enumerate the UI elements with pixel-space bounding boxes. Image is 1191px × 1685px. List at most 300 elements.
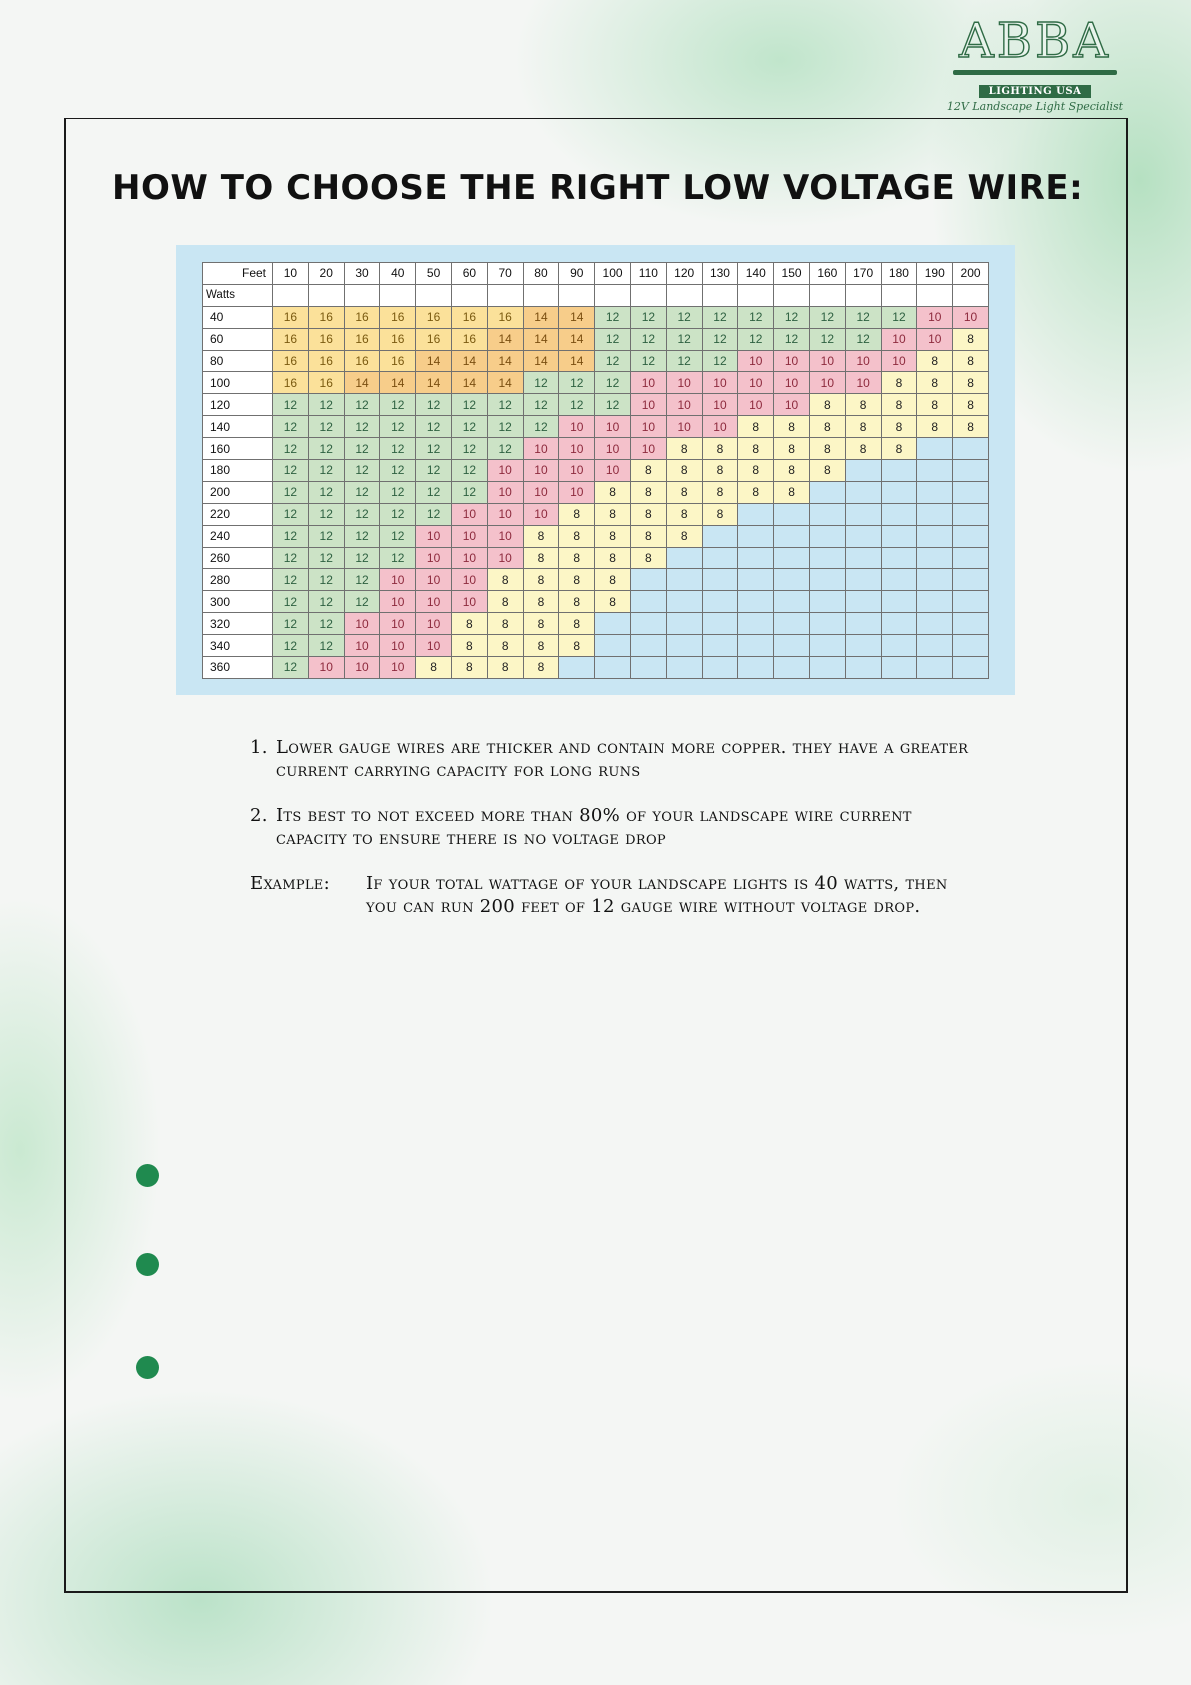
- feet-column-header: 80: [523, 263, 559, 285]
- gauge-cell: 14: [487, 350, 523, 372]
- empty-cell: [953, 525, 989, 547]
- empty-cell: [630, 613, 666, 635]
- gauge-cell: 10: [380, 657, 416, 679]
- gauge-cell: 8: [881, 438, 917, 460]
- gauge-cell: 16: [308, 372, 344, 394]
- example-text: If your total wattage of your landscape lights is 40 watts, then you can run 200 feet of 12 gauge wire without voltage drop.: [366, 873, 948, 917]
- gauge-cell: 10: [559, 460, 595, 482]
- empty-cell: [881, 635, 917, 657]
- gauge-cell: 12: [273, 569, 309, 591]
- empty-cell: [666, 613, 702, 635]
- gauge-cell: 8: [953, 328, 989, 350]
- blank-cell: [380, 284, 416, 306]
- gauge-cell: 12: [344, 591, 380, 613]
- empty-cell: [738, 503, 774, 525]
- blank-cell: [308, 284, 344, 306]
- gauge-cell: 8: [487, 657, 523, 679]
- gauge-cell: 12: [308, 438, 344, 460]
- empty-cell: [953, 481, 989, 503]
- gauge-cell: 10: [953, 306, 989, 328]
- watts-row-label: 180: [203, 460, 273, 482]
- gauge-cell: 12: [308, 503, 344, 525]
- gauge-cell: 12: [702, 328, 738, 350]
- empty-cell: [917, 591, 953, 613]
- empty-cell: [630, 657, 666, 679]
- empty-cell: [917, 569, 953, 591]
- blank-cell: [523, 284, 559, 306]
- gauge-cell: 16: [416, 306, 452, 328]
- watts-row-label: 220: [203, 503, 273, 525]
- gauge-cell: 10: [451, 503, 487, 525]
- feet-column-header: 170: [845, 263, 881, 285]
- gauge-cell: 16: [308, 328, 344, 350]
- gauge-cell: 10: [380, 569, 416, 591]
- table-row: [203, 503, 989, 525]
- empty-cell: [809, 635, 845, 657]
- gauge-cell: 12: [416, 438, 452, 460]
- empty-cell: [738, 613, 774, 635]
- empty-cell: [845, 591, 881, 613]
- gauge-cell: 12: [273, 613, 309, 635]
- feet-column-header: 30: [344, 263, 380, 285]
- gauge-cell: 10: [416, 591, 452, 613]
- empty-cell: [774, 613, 810, 635]
- bullet-dot-icon: [136, 1356, 159, 1379]
- empty-cell: [809, 569, 845, 591]
- gauge-cell: 12: [273, 635, 309, 657]
- gauge-cell: 12: [380, 547, 416, 569]
- gauge-cell: 12: [308, 481, 344, 503]
- gauge-cell: 14: [416, 372, 452, 394]
- table-row: [203, 306, 989, 328]
- gauge-cell: 12: [273, 394, 309, 416]
- table-row: [203, 657, 989, 679]
- gauge-cell: 12: [774, 306, 810, 328]
- gauge-cell: 8: [559, 635, 595, 657]
- feet-header-label: Feet: [203, 263, 273, 285]
- note-text: Its best to not exceed more than 80% of your landscape wire current capacity to ensure there is no voltage drop: [276, 805, 912, 849]
- gauge-cell: 12: [630, 306, 666, 328]
- empty-cell: [845, 569, 881, 591]
- gauge-cell: 14: [416, 350, 452, 372]
- gauge-cell: 14: [487, 328, 523, 350]
- empty-cell: [774, 591, 810, 613]
- gauge-cell: 12: [380, 481, 416, 503]
- table-row: [203, 416, 989, 438]
- gauge-cell: 10: [487, 525, 523, 547]
- empty-cell: [774, 657, 810, 679]
- feet-column-header: 110: [630, 263, 666, 285]
- gauge-cell: 10: [702, 416, 738, 438]
- gauge-cell: 12: [308, 416, 344, 438]
- empty-cell: [666, 547, 702, 569]
- gauge-cell: 10: [559, 481, 595, 503]
- gauge-cell: 10: [451, 569, 487, 591]
- gauge-cell: 12: [344, 416, 380, 438]
- empty-cell: [917, 525, 953, 547]
- empty-cell: [738, 525, 774, 547]
- empty-cell: [953, 591, 989, 613]
- empty-cell: [953, 503, 989, 525]
- gauge-cell: 16: [380, 350, 416, 372]
- gauge-cell: 12: [523, 416, 559, 438]
- gauge-cell: 8: [738, 460, 774, 482]
- empty-cell: [666, 591, 702, 613]
- gauge-cell: 10: [523, 503, 559, 525]
- gauge-cell: 16: [344, 306, 380, 328]
- empty-cell: [809, 525, 845, 547]
- gauge-cell: 10: [595, 416, 631, 438]
- gauge-cell: 8: [953, 394, 989, 416]
- table-subheader-row: [203, 284, 989, 306]
- gauge-cell: 12: [451, 394, 487, 416]
- page-title: HOW TO CHOOSE THE RIGHT LOW VOLTAGE WIRE:: [112, 168, 1084, 208]
- gauge-cell: 8: [953, 350, 989, 372]
- gauge-cell: 12: [380, 460, 416, 482]
- notes-section: [250, 736, 970, 918]
- gauge-cell: 8: [809, 416, 845, 438]
- gauge-cell: 12: [308, 569, 344, 591]
- empty-cell: [845, 460, 881, 482]
- gauge-cell: 14: [451, 350, 487, 372]
- table-header-row: [203, 263, 989, 285]
- gauge-cell: 10: [630, 372, 666, 394]
- gauge-cell: 8: [738, 481, 774, 503]
- feet-column-header: 50: [416, 263, 452, 285]
- gauge-cell: 10: [380, 635, 416, 657]
- gauge-cell: 8: [523, 569, 559, 591]
- empty-cell: [845, 613, 881, 635]
- gauge-cell: 10: [774, 350, 810, 372]
- blank-cell: [416, 284, 452, 306]
- empty-cell: [845, 525, 881, 547]
- gauge-cell: 8: [451, 635, 487, 657]
- feet-column-header: 130: [702, 263, 738, 285]
- feet-column-header: 20: [308, 263, 344, 285]
- gauge-cell: 10: [487, 547, 523, 569]
- empty-cell: [881, 613, 917, 635]
- watts-row-label: 240: [203, 525, 273, 547]
- gauge-cell: 10: [487, 460, 523, 482]
- empty-cell: [953, 657, 989, 679]
- gauge-cell: 8: [917, 350, 953, 372]
- gauge-cell: 8: [702, 438, 738, 460]
- empty-cell: [666, 569, 702, 591]
- empty-cell: [559, 657, 595, 679]
- empty-cell: [953, 613, 989, 635]
- gauge-cell: 10: [344, 657, 380, 679]
- gauge-cell: 12: [666, 350, 702, 372]
- blank-cell: [595, 284, 631, 306]
- gauge-cell: 10: [308, 657, 344, 679]
- gauge-cell: 8: [595, 503, 631, 525]
- gauge-cell: 8: [630, 481, 666, 503]
- gauge-cell: 8: [595, 481, 631, 503]
- gauge-cell: 14: [523, 306, 559, 328]
- watts-header-label: Watts: [203, 284, 273, 306]
- gauge-cell: 12: [416, 416, 452, 438]
- gauge-cell: 8: [559, 525, 595, 547]
- gauge-cell: 10: [416, 525, 452, 547]
- empty-cell: [595, 657, 631, 679]
- gauge-cell: 16: [451, 306, 487, 328]
- gauge-cell: 12: [595, 350, 631, 372]
- empty-cell: [774, 569, 810, 591]
- empty-cell: [845, 657, 881, 679]
- gauge-cell: 16: [416, 328, 452, 350]
- table-row: [203, 350, 989, 372]
- gauge-cell: 8: [774, 416, 810, 438]
- gauge-cell: 12: [451, 460, 487, 482]
- feet-column-header: 160: [809, 263, 845, 285]
- gauge-cell: 8: [523, 525, 559, 547]
- wire-gauge-table: [202, 262, 989, 679]
- gauge-cell: 8: [630, 525, 666, 547]
- empty-cell: [917, 503, 953, 525]
- empty-cell: [809, 657, 845, 679]
- gauge-cell: 12: [487, 438, 523, 460]
- empty-cell: [845, 635, 881, 657]
- gauge-cell: 8: [523, 613, 559, 635]
- gauge-cell: 12: [344, 438, 380, 460]
- gauge-cell: 8: [809, 438, 845, 460]
- empty-cell: [702, 591, 738, 613]
- empty-cell: [845, 503, 881, 525]
- gauge-cell: 8: [809, 460, 845, 482]
- feet-column-header: 100: [595, 263, 631, 285]
- gauge-cell: 12: [416, 481, 452, 503]
- gauge-cell: 12: [523, 394, 559, 416]
- gauge-cell: 12: [344, 503, 380, 525]
- gauge-cell: 10: [666, 394, 702, 416]
- table-row: [203, 613, 989, 635]
- blank-cell: [738, 284, 774, 306]
- gauge-cell: 8: [702, 460, 738, 482]
- blank-cell: [451, 284, 487, 306]
- watts-row-label: 300: [203, 591, 273, 613]
- empty-cell: [702, 657, 738, 679]
- gauge-cell: 14: [523, 350, 559, 372]
- note-number: 2.: [250, 805, 268, 826]
- gauge-cell: 10: [416, 547, 452, 569]
- bullet-dot-icon: [136, 1253, 159, 1276]
- gauge-cell: 10: [738, 394, 774, 416]
- blank-cell: [809, 284, 845, 306]
- empty-cell: [774, 547, 810, 569]
- empty-cell: [917, 460, 953, 482]
- gauge-cell: 12: [344, 394, 380, 416]
- gauge-cell: 10: [666, 372, 702, 394]
- empty-cell: [917, 657, 953, 679]
- feet-column-header: 180: [881, 263, 917, 285]
- gauge-cell: 12: [845, 328, 881, 350]
- gauge-cell: 16: [273, 306, 309, 328]
- watts-row-label: 340: [203, 635, 273, 657]
- gauge-cell: 8: [953, 372, 989, 394]
- gauge-cell: 12: [809, 306, 845, 328]
- empty-cell: [774, 635, 810, 657]
- empty-cell: [702, 547, 738, 569]
- gauge-cell: 12: [595, 394, 631, 416]
- gauge-cell: 12: [344, 569, 380, 591]
- gauge-cell: 12: [666, 328, 702, 350]
- empty-cell: [666, 635, 702, 657]
- empty-cell: [845, 481, 881, 503]
- gauge-cell: 8: [845, 438, 881, 460]
- gauge-cell: 14: [559, 328, 595, 350]
- gauge-cell: 12: [308, 591, 344, 613]
- example-note: [250, 872, 970, 918]
- gauge-cell: 8: [666, 460, 702, 482]
- table-row: [203, 438, 989, 460]
- gauge-cell: 10: [845, 350, 881, 372]
- blank-cell: [344, 284, 380, 306]
- gauge-cell: 12: [308, 394, 344, 416]
- feet-column-header: 120: [666, 263, 702, 285]
- gauge-cell: 12: [738, 306, 774, 328]
- gauge-cell: 8: [487, 613, 523, 635]
- empty-cell: [917, 635, 953, 657]
- gauge-cell: 12: [559, 372, 595, 394]
- empty-cell: [702, 569, 738, 591]
- gauge-cell: 12: [273, 416, 309, 438]
- gauge-cell: 12: [451, 438, 487, 460]
- gauge-cell: 12: [451, 481, 487, 503]
- gauge-cell: 12: [595, 328, 631, 350]
- gauge-cell: 14: [487, 372, 523, 394]
- gauge-cell: 16: [451, 328, 487, 350]
- blank-cell: [487, 284, 523, 306]
- gauge-cell: 12: [738, 328, 774, 350]
- blank-cell: [774, 284, 810, 306]
- empty-cell: [845, 547, 881, 569]
- watts-row-label: 160: [203, 438, 273, 460]
- gauge-cell: 8: [881, 372, 917, 394]
- empty-cell: [666, 657, 702, 679]
- gauge-cell: 12: [630, 350, 666, 372]
- gauge-cell: 12: [702, 306, 738, 328]
- gauge-cell: 8: [487, 569, 523, 591]
- gauge-cell: 12: [380, 503, 416, 525]
- gauge-cell: 8: [774, 438, 810, 460]
- wire-gauge-chart: [176, 245, 1015, 695]
- empty-cell: [809, 591, 845, 613]
- gauge-cell: 8: [523, 591, 559, 613]
- blank-cell: [917, 284, 953, 306]
- gauge-cell: 8: [881, 394, 917, 416]
- note-item: [250, 804, 970, 850]
- gauge-cell: 16: [308, 306, 344, 328]
- gauge-cell: 12: [523, 372, 559, 394]
- note-text: Lower gauge wires are thicker and contain more copper. they have a greater current carrying capacity for long runs: [276, 737, 969, 781]
- gauge-cell: 10: [702, 394, 738, 416]
- gauge-cell: 8: [487, 635, 523, 657]
- table-row: [203, 569, 989, 591]
- feet-column-header: 60: [451, 263, 487, 285]
- gauge-cell: 8: [738, 416, 774, 438]
- feet-column-header: 10: [273, 263, 309, 285]
- gauge-cell: 8: [917, 416, 953, 438]
- gauge-cell: 10: [416, 613, 452, 635]
- gauge-cell: 8: [595, 569, 631, 591]
- abba-logo: [935, 14, 1135, 113]
- blank-cell: [953, 284, 989, 306]
- table-row: [203, 394, 989, 416]
- gauge-cell: 12: [416, 460, 452, 482]
- gauge-cell: 8: [917, 372, 953, 394]
- logo-subtitle: LIGHTING USA: [979, 85, 1092, 98]
- gauge-cell: 10: [630, 416, 666, 438]
- watts-row-label: 260: [203, 547, 273, 569]
- gauge-cell: 10: [666, 416, 702, 438]
- gauge-cell: 16: [380, 306, 416, 328]
- empty-cell: [953, 547, 989, 569]
- gauge-cell: 14: [559, 350, 595, 372]
- blank-cell: [630, 284, 666, 306]
- empty-cell: [917, 438, 953, 460]
- gauge-cell: 12: [845, 306, 881, 328]
- gauge-cell: 8: [666, 503, 702, 525]
- empty-cell: [774, 525, 810, 547]
- gauge-cell: 8: [774, 481, 810, 503]
- gauge-cell: 10: [630, 394, 666, 416]
- blank-cell: [881, 284, 917, 306]
- gauge-cell: 10: [451, 547, 487, 569]
- gauge-cell: 14: [380, 372, 416, 394]
- watts-row-label: 280: [203, 569, 273, 591]
- gauge-cell: 10: [451, 525, 487, 547]
- empty-cell: [738, 569, 774, 591]
- gauge-cell: 8: [881, 416, 917, 438]
- empty-cell: [953, 569, 989, 591]
- note-item: [250, 736, 970, 782]
- gauge-cell: 8: [738, 438, 774, 460]
- empty-cell: [881, 525, 917, 547]
- gauge-cell: 8: [451, 657, 487, 679]
- empty-cell: [738, 635, 774, 657]
- gauge-cell: 12: [416, 503, 452, 525]
- empty-cell: [881, 460, 917, 482]
- gauge-cell: 8: [595, 525, 631, 547]
- gauge-cell: 8: [559, 503, 595, 525]
- gauge-cell: 12: [273, 591, 309, 613]
- empty-cell: [630, 569, 666, 591]
- gauge-cell: 8: [595, 591, 631, 613]
- blank-cell: [666, 284, 702, 306]
- table-row: [203, 328, 989, 350]
- gauge-cell: 10: [738, 372, 774, 394]
- gauge-cell: 12: [595, 372, 631, 394]
- gauge-cell: 12: [774, 328, 810, 350]
- gauge-cell: 12: [809, 328, 845, 350]
- gauge-cell: 8: [559, 591, 595, 613]
- empty-cell: [630, 591, 666, 613]
- feet-column-header: 40: [380, 263, 416, 285]
- empty-cell: [774, 503, 810, 525]
- gauge-cell: 12: [380, 394, 416, 416]
- feet-column-header: 200: [953, 263, 989, 285]
- gauge-cell: 8: [666, 438, 702, 460]
- gauge-cell: 16: [380, 328, 416, 350]
- gauge-cell: 12: [273, 547, 309, 569]
- gauge-cell: 12: [344, 525, 380, 547]
- gauge-cell: 16: [273, 372, 309, 394]
- gauge-cell: 14: [523, 328, 559, 350]
- gauge-cell: 8: [559, 569, 595, 591]
- gauge-cell: 10: [523, 460, 559, 482]
- gauge-cell: 8: [845, 416, 881, 438]
- gauge-cell: 10: [917, 328, 953, 350]
